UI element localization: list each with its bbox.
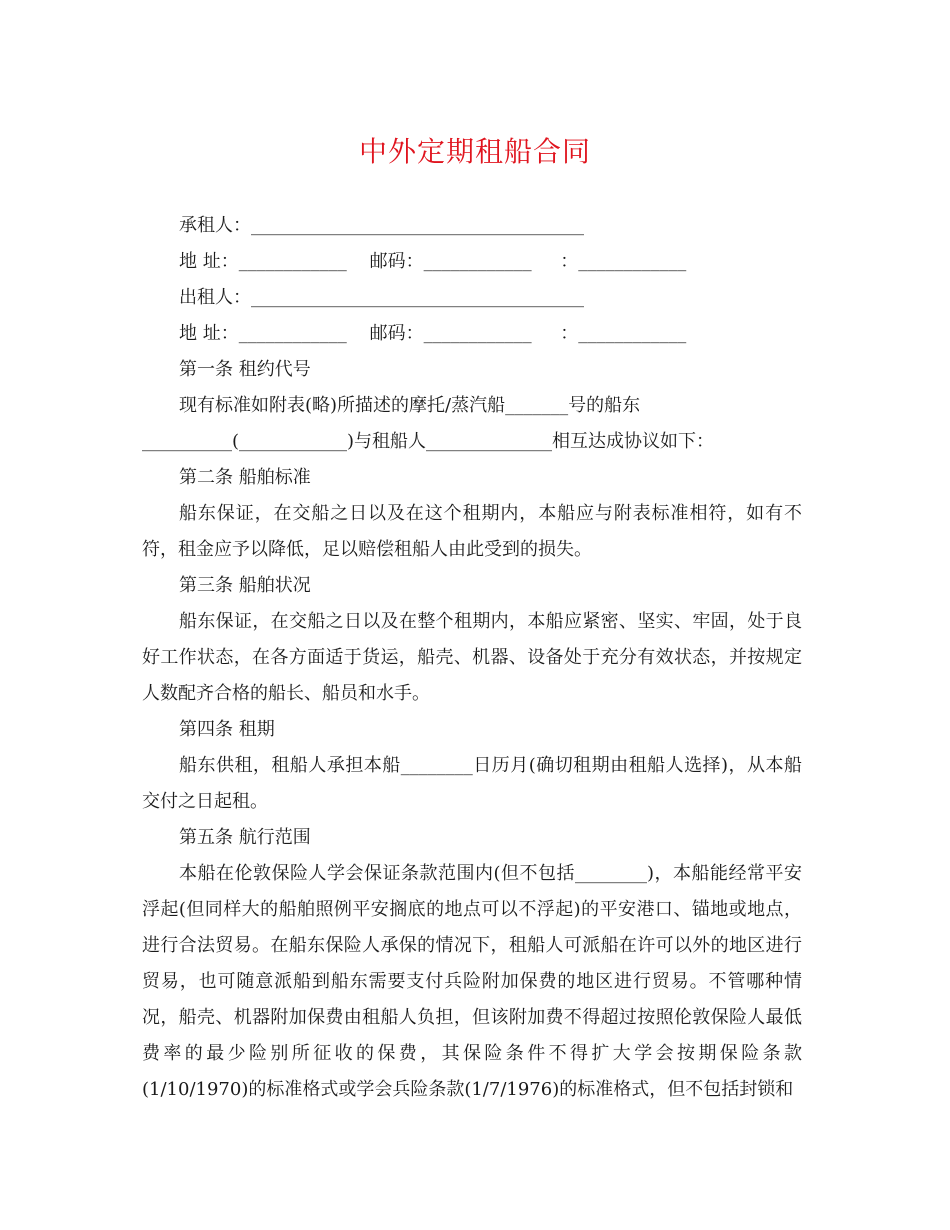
article-5-text: 本船在伦敦保险人学会保证条款范围内(但不包括________)，本船能经常平安浮起(但同样大的船舶照例平安搁底的地点可以不浮起)的平安港口、锚地或地点，进行合法贸易。在船东保险人承保的情况下，租船人可派船在许可以外的地区进行贸易，也可随意派船到船东需要支付兵险附加保费的地区进行贸易。不管哪种情况，船壳、机器附加保费由租船人负担，但该附加费不得超过按照伦敦保险人最低费率的最少险别所征收的保费，其保险条件不得扩大学会按期保险条款(1/10/1970)的标准格式或学会兵险条款(1/7/1976)的标准格式，但不包括封锁和	[142, 863, 802, 1100]
lessor-line: 出租人：_____________________________________	[179, 287, 584, 308]
lessee-address-line: 地 址：____________ 邮码：____________ ：____________	[179, 251, 687, 272]
article-1-heading: 第一条 租约代号	[179, 359, 311, 380]
document-body	[142, 208, 802, 1108]
lessor-address-line: 地 址：____________ 邮码：____________ ：____________	[179, 323, 687, 344]
lessee-line: 承租人：_____________________________________	[179, 215, 584, 236]
article-1-line-1: 现有标准如附表(略)所描述的摩托/蒸汽船_______号的船东	[179, 395, 641, 416]
article-3-text: 船东保证，在交船之日以及在整个租期内，本船应紧密、坚实、牢固，处于良好工作状态，在各方面适于货运，船壳、机器、设备处于充分有效状态，并按规定人数配齐合格的船长、船员和水手。	[142, 611, 802, 704]
article-4-text: 船东供租，租船人承担本船________日历月(确切租期由租船人选择)，从本船交付之日起租。	[142, 755, 802, 812]
article-1-line-2: __________(____________)与租船人______________相互达成协议如下：	[142, 431, 715, 452]
article-5-heading: 第五条 航行范围	[179, 827, 311, 848]
article-3-heading: 第三条 船舶状况	[179, 575, 311, 596]
document-title: 中外定期租船合同	[358, 135, 591, 168]
article-4-heading: 第四条 租期	[179, 719, 275, 740]
article-2-text: 船东保证，在交船之日以及在这个租期内，本船应与附表标准相符，如有不符，租金应予以降低，足以赔偿租船人由此受到的损失。	[142, 503, 802, 560]
article-2-heading: 第二条 船舶标准	[179, 467, 311, 488]
